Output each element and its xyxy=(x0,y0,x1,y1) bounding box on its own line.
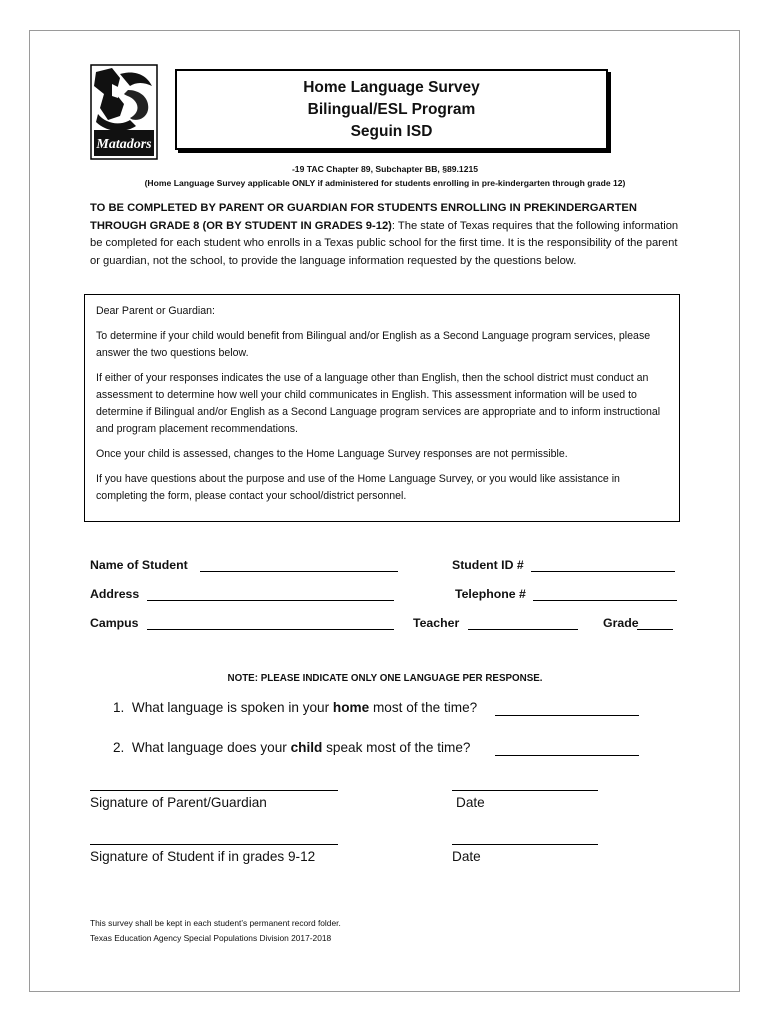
matadors-logo xyxy=(90,64,158,160)
question-2-text-pre: What language does your xyxy=(131,740,291,755)
logo-wordmark: Matadors xyxy=(96,137,152,152)
letter-paragraph: If you have questions about the purpose and use of the Home Language Survey, or you would like assistance in completing the form, please contact your school/district personnel. xyxy=(96,473,620,502)
question-2-number: 2. xyxy=(113,740,125,755)
intro-bold: TO BE COMPLETED BY PARENT OR GUARDIAN FOR STUDENTS ENROLLING IN PREKINDERGARTEN THROUGH GRADE 8 (OR BY STUDENT IN GRADES 9-12) xyxy=(90,202,637,232)
telephone-field[interactable] xyxy=(533,587,677,601)
footer-tea-note: Texas Education Agency Special Populations Division 2017-2018 xyxy=(90,933,332,943)
student-name-label: Name of Student xyxy=(90,558,188,572)
question-2-emphasis: child xyxy=(290,740,323,755)
address-field[interactable] xyxy=(147,587,394,601)
student-name-field[interactable] xyxy=(200,558,398,572)
student-signature-field[interactable] xyxy=(90,844,338,845)
student-id-field[interactable] xyxy=(531,558,675,572)
intro-text: : The state of Texas requires that the following information be completed for each student who enrolls in a Texas public school for the first time. It is the responsibility of the parent or guardian, not the school, to provide the language information requested by the questions below. xyxy=(90,219,679,267)
citation-line-2: (Home Language Survey applicable ONLY if administered for students enrolling in pre-kindergarten through grade 12) xyxy=(144,178,626,188)
letter-salutation: Dear Parent or Guardian: xyxy=(96,305,215,317)
campus-label: Campus xyxy=(90,616,139,630)
citation-line-1: -19 TAC Chapter 89, Subchapter BB, §89.1215 xyxy=(291,164,479,174)
letter-paragraph: If either of your responses indicates the use of a language other than English, then the school district must conduct an assessment to determine how well your child communicates in English. This assessment information will be used to determine if Bilingual and/or English as a Second Language program services are appropriate and to inform instructional and program placement recommendations. xyxy=(96,372,661,435)
program-title: Bilingual/ESL Program xyxy=(307,100,476,118)
district-title: Seguin ISD xyxy=(350,122,433,140)
letter-paragraph: Once your child is assessed, changes to the Home Language Survey responses are not permissible. xyxy=(96,448,568,460)
question-1-number: 1. xyxy=(113,700,125,715)
footer-record-note: This survey shall be kept in each student’s permanent record folder. xyxy=(90,918,341,928)
teacher-field[interactable] xyxy=(468,616,578,630)
question-1-text-post: most of the time? xyxy=(369,700,478,715)
question-1 xyxy=(113,700,477,715)
student-signature-label: Signature of Student if in grades 9-12 xyxy=(90,849,316,864)
question-1-answer-field[interactable] xyxy=(495,702,639,716)
telephone-label: Telephone # xyxy=(455,587,526,601)
student-date-label: Date xyxy=(452,849,481,864)
intro-paragraph xyxy=(90,200,682,270)
question-2-text-post: speak most of the time? xyxy=(322,740,471,755)
question-2-answer-field[interactable] xyxy=(495,742,639,756)
title-box xyxy=(175,69,608,150)
parent-date-field[interactable] xyxy=(452,790,598,791)
question-2 xyxy=(113,740,470,755)
question-1-text-pre: What language is spoken in your xyxy=(131,700,333,715)
campus-field[interactable] xyxy=(147,616,394,630)
parent-letter-box xyxy=(84,294,680,522)
grade-field[interactable] xyxy=(637,616,673,630)
survey-title: Home Language Survey xyxy=(303,78,480,96)
student-date-field[interactable] xyxy=(452,844,598,845)
address-label: Address xyxy=(90,587,140,601)
parent-signature-field[interactable] xyxy=(90,790,338,791)
letter-paragraph: To determine if your child would benefit from Bilingual and/or English as a Second Language program services, please answer the two questions below. xyxy=(96,330,651,359)
parent-signature-label: Signature of Parent/Guardian xyxy=(90,795,267,810)
grade-label: Grade xyxy=(603,616,639,630)
parent-date-label: Date xyxy=(456,795,485,810)
note-one-language: NOTE: PLEASE INDICATE ONLY ONE LANGUAGE PER RESPONSE. xyxy=(227,673,543,684)
teacher-label: Teacher xyxy=(413,616,460,630)
question-1-emphasis: home xyxy=(332,700,370,715)
student-id-label: Student ID # xyxy=(452,558,524,572)
